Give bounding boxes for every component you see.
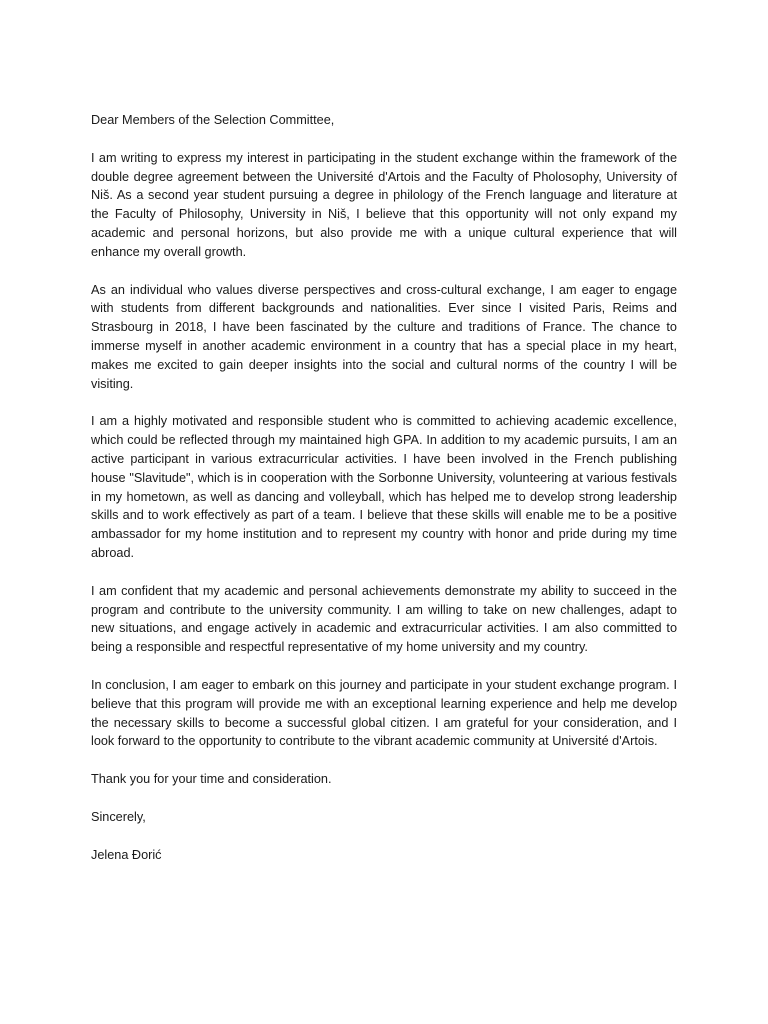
paragraph-conclusion: In conclusion, I am eager to embark on this journey and participate in your student exchange program. I believe that this program will provide me with an exceptional learning experience and help me develop the necessary skills to become a successful global citizen. I am grateful for your consideration, and I look forward to the opportunity to contribute to the vibrant academic community at Université d'Artois.: [91, 677, 677, 749]
paragraph-intro: I am writing to express my interest in participating in the student exchange within the framework of the double degree agreement between the Université d'Artois and the Faculty of Pholosophy, University of Niš. As a second year student pursuing a degree in philology of the French language and literature at the Faculty of Philosophy, University in Niš, I believe that this opportunity will not only expand my academic and personal horizons, but also provide me with a unique cultural experience that will enhance my overall growth.: [91, 150, 677, 259]
thanks-line: Thank you for your time and consideration.: [91, 772, 332, 787]
letter-body: [91, 111, 677, 884]
salutation: Dear Members of the Selection Committee,: [91, 113, 335, 127]
signature-name: Jelena Đorić: [91, 847, 162, 862]
closing-line: Sincerely,: [91, 809, 146, 824]
paragraph-confidence: I am confident that my academic and personal achievements demonstrate my ability to succeed in the program and contribute to the university community. I am willing to take on new challenges, adapt to new situations, and engage actively in academic and extracurricular activities. I am also committed to being a responsible and respectful representative of my home university and my country.: [91, 583, 677, 655]
paragraph-motivation: As an individual who values diverse perspectives and cross-cultural exchange, I am eager to engage with students from different backgrounds and nationalities. Ever since I visited Paris, Reims and Strasbourg in 2018, I have been fascinated by the culture and traditions of France. The chance to immerse myself in another academic environment in a country that has a special place in my heart, makes me excited to gain deeper insights into the social and cultural norms of the country I will be visiting.: [91, 282, 677, 391]
paragraph-achievements: I am a highly motivated and responsible student who is committed to achieving academic excellence, which could be reflected through my maintained high GPA. In addition to my academic pursuits, I am an active participant in various extracurricular activities. I have been involved in the French publishing house "Slavitude", which is in cooperation with the Sorbonne University, volunteering at various festivals in my hometown, as well as dancing and volleyball, which has helped me to develop strong leadership skills and to work effectively as part of a team. I believe that these skills will enable me to be a positive ambassador for my home institution and to represent my country with honor and pride during my time abroad.: [91, 414, 677, 560]
